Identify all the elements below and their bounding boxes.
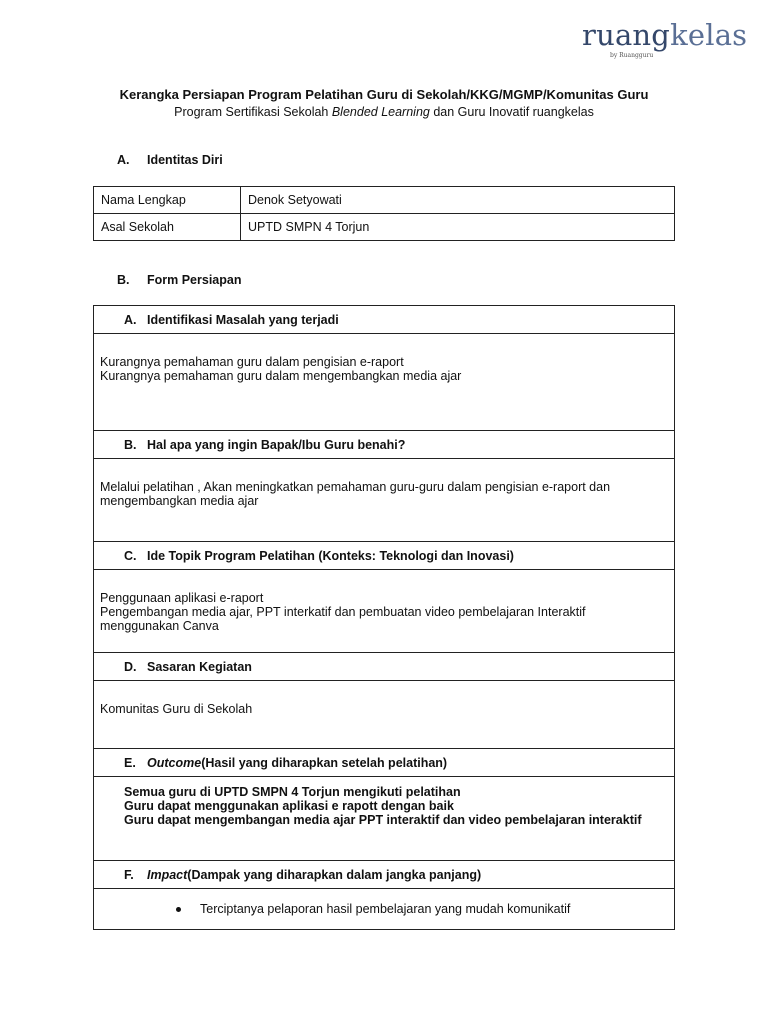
identity-label: Asal Sekolah (94, 214, 241, 241)
form-a-header: A. Identifikasi Masalah yang terjadi (94, 306, 674, 334)
logo-tagline: by Ruangguru (610, 52, 654, 59)
form-f-content (94, 889, 674, 929)
document-subtitle: Program Sertifikasi Sekolah Blended Learning dan Guru Inovatif ruangkelas (174, 105, 594, 119)
bullet-icon (176, 907, 181, 912)
form-c-content: Penggunaan aplikasi e-raport Pengembangan media ajar, PPT interkatif dan pembuatan video pembelajaran Interaktif menggunakan Canva (94, 570, 674, 653)
document-title: Kerangka Persiapan Program Pelatihan Guru di Sekolah/KKG/MGMP/Komunitas Guru (119, 87, 649, 102)
identity-value: Denok Setyowati (241, 187, 675, 214)
identity-label: Nama Lengkap (94, 187, 241, 214)
section-b-heading: B. Form Persiapan (117, 273, 242, 287)
form-f-header: F. Impact (Dampak yang diharapkan dalam jangka panjang) (94, 861, 674, 889)
form-b-content: Melalui pelatihan , Akan meningkatkan pemahaman guru-guru dalam pengisian e-raport dan mengembangkan media ajar (94, 459, 674, 542)
form-a-content: Kurangnya pemahaman guru dalam pengisian e-raport Kurangnya pemahaman guru dalam mengembangkan media ajar (94, 334, 674, 431)
form-d-content: Komunitas Guru di Sekolah (94, 681, 674, 749)
section-a-heading: A. Identitas Diri (117, 153, 223, 167)
list-item: Terciptanya pelaporan hasil pembelajaran yang mudah komunikatif (100, 889, 674, 929)
form-e-content: Semua guru di UPTD SMPN 4 Torjun mengikuti pelatihan Guru dapat menggunakan aplikasi e rapott dengan baik Guru dapat mengembangan media ajar PPT interaktif dan video pembelajaran interaktif (94, 777, 674, 861)
table-row (94, 187, 675, 214)
identity-table (93, 186, 675, 241)
form-b-header: B. Hal apa yang ingin Bapak/Ibu Guru benahi? (94, 431, 674, 459)
form-c-header: C. Ide Topik Program Pelatihan (Konteks: Teknologi dan Inovasi) (94, 542, 674, 570)
logo-wordmark: ruangkelas (582, 18, 748, 52)
preparation-form (93, 305, 675, 930)
identity-value: UPTD SMPN 4 Torjun (241, 214, 675, 241)
form-e-header: E. Outcome (Hasil yang diharapkan setelah pelatihan) (94, 749, 674, 777)
table-row (94, 214, 675, 241)
ruangkelas-logo (582, 18, 748, 64)
form-d-header: D. Sasaran Kegiatan (94, 653, 674, 681)
